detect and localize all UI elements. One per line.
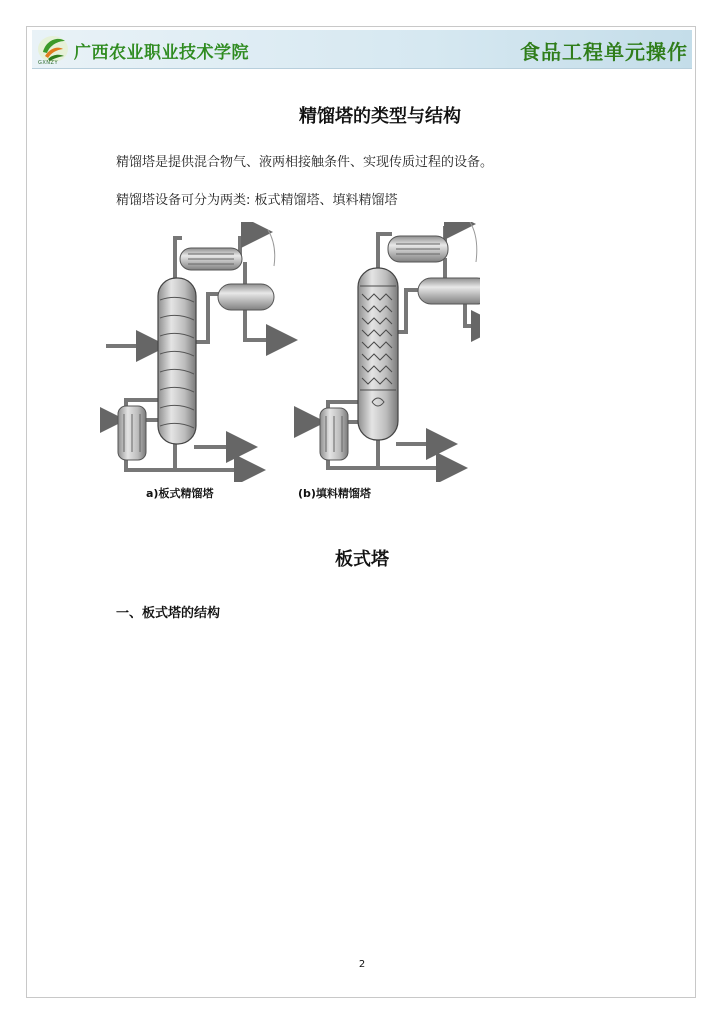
course-name: 食品工程单元操作	[520, 40, 688, 64]
caption-plate-column: a)板式精馏塔	[146, 487, 214, 500]
logo-letters: GXNZY	[38, 60, 59, 66]
section-title: 板式塔	[335, 549, 389, 570]
page-number: 2	[358, 959, 366, 970]
school-name: 广西农业职业技术学院	[74, 43, 249, 63]
page-border	[26, 26, 696, 998]
packed-column-diagram	[300, 222, 480, 468]
distillation-columns-figure	[100, 222, 480, 482]
plate-column-diagram	[100, 230, 290, 470]
document-title: 精馏塔的类型与结构	[299, 106, 461, 127]
subsection-title: 一、板式塔的结构	[116, 606, 221, 621]
caption-packed-column: (b)填料精馏塔	[298, 487, 371, 500]
paragraph-classification: 精馏塔设备可分为两类: 板式精馏塔、填料精馏塔	[116, 193, 398, 208]
paragraph-definition: 精馏塔是提供混合物气、液两相接触条件、实现传质过程的设备。	[116, 155, 494, 170]
